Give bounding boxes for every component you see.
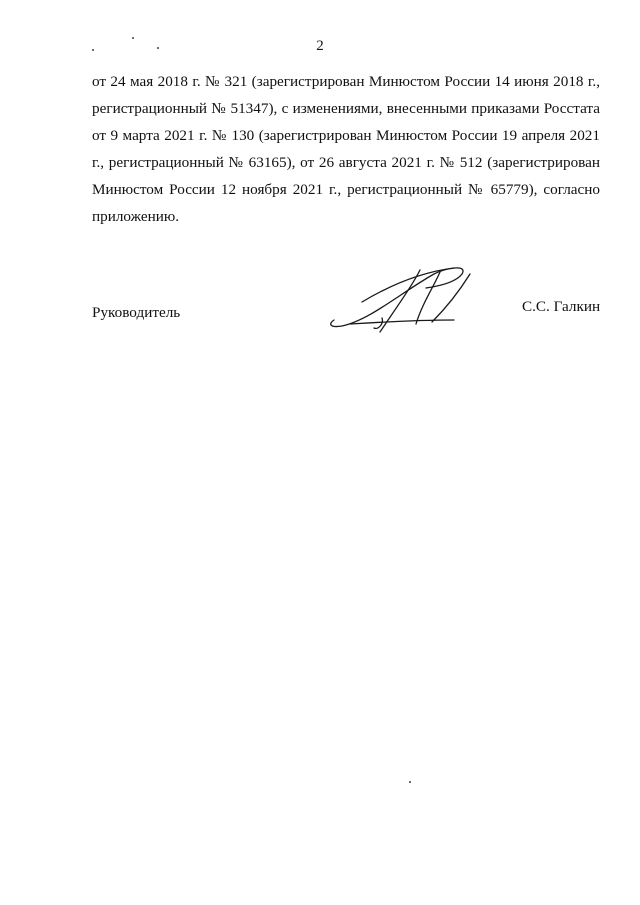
signature-stroke-base (350, 320, 454, 324)
body-paragraph: от 24 мая 2018 г. № 321 (зарегистрирован Минюстом России 14 июня 2018 г., регистрационный № 51347), с изменениями, внесенными приказами Росстата от 9 марта 2021 г. № 130 (зарегистрирован Минюстом России 19 апреля 2021 г., регистрационный № 63165), от 26 августа 2021 г. № 512 (зарегистрирован Минюстом России 12 ноября 2021 г., регистрационный № 65779), согласно приложению. (92, 73, 600, 225)
signatory-name: С.С. Галкин (522, 298, 601, 315)
signature-block (0, 298, 640, 334)
scan-speck (157, 47, 159, 49)
scan-speck (92, 49, 94, 51)
scan-speck (132, 37, 134, 39)
signature-stroke-vertical-1 (380, 270, 420, 332)
signature-stroke-loop (331, 268, 463, 327)
handwritten-signature (322, 262, 482, 338)
page-number: 2 (316, 38, 324, 54)
signature-stroke-vertical-2 (416, 272, 440, 324)
signature-stroke-tail (374, 318, 382, 328)
position-title: Руководитель (92, 304, 181, 321)
scan-speck (409, 781, 411, 783)
